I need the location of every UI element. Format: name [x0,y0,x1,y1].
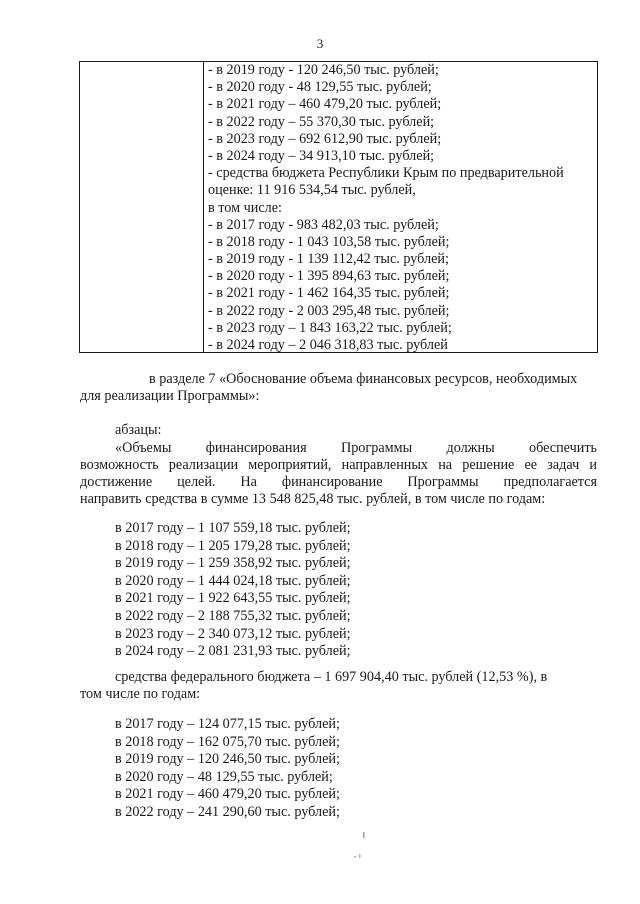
list-item: в 2018 году – 162 075,70 тыс. рублей; [115,733,340,750]
funding-table-right-cell [208,62,594,354]
total-by-year-list [115,520,351,661]
list-item: в 2019 году – 1 259 358,92 тыс. рублей; [115,555,351,572]
crimea-budget-line: - средства бюджета Республики Крым по предварительной [208,165,564,182]
list-item: - в 2021 году – 460 479,20 тыс. рублей; [208,96,442,113]
federal-by-year-list [115,716,340,822]
list-item: - в 2024 году – 34 913,10 тыс. рублей; [208,147,435,164]
list-item: - в 2017 году - 983 482,03 тыс. рублей; [208,216,439,233]
scan-speck-icon [345,828,375,868]
list-item: - в 2023 году – 692 612,90 тыс. рублей; [208,130,442,147]
list-item: в 2021 году – 1 922 643,55 тыс. рублей; [115,590,351,607]
funding-table [79,61,598,353]
list-item: - в 2018 году - 1 043 103,58 тыс. рублей; [208,233,450,250]
list-item: в 2020 году – 1 444 024,18 тыс. рублей; [115,572,351,589]
quote-line1: «Объемы финансирования Программы должны обеспечить [115,440,597,456]
list-item: - в 2020 году - 48 129,55 тыс. рублей; [208,79,432,96]
list-item: - в 2023 году – 1 843 163,22 тыс. рублей; [208,319,452,336]
list-item: в 2023 году – 2 340 073,12 тыс. рублей; [115,625,351,642]
list-item: - в 2024 году – 2 046 318,83 тыс. рублей [208,337,448,353]
quote-line4: направить средства в сумме 13 548 825,48 тыс. рублей, в том числе по годам: [80,491,546,507]
list-item: в 2020 году – 48 129,55 тыс. рублей; [115,768,333,785]
section-intro-line1: в разделе 7 «Обоснование объема финансовых ресурсов, необходимых [149,371,578,387]
list-item: в 2021 году – 460 479,20 тыс. рублей; [115,786,340,803]
paragraphs-label: абзацы: [115,422,162,438]
list-item: в 2019 году – 120 246,50 тыс. рублей; [115,751,340,768]
list-item: в 2018 году – 1 205 179,28 тыс. рублей; [115,537,351,554]
list-item: - в 2022 году – 55 370,30 тыс. рублей; [208,113,435,130]
list-item: - в 2021 году - 1 462 164,35 тыс. рублей; [208,285,450,302]
federal-budget-line1: средства федерального бюджета – 1 697 904,40 тыс. рублей (12,53 %), в [115,669,548,685]
list-item: - в 2022 году - 2 003 295,48 тыс. рублей; [208,302,450,319]
list-item: - в 2019 году - 1 139 112,42 тыс. рублей; [208,251,449,268]
section-intro-line2: для реализации Программы»: [80,388,260,404]
scan-artifact-mark [345,828,375,872]
list-item: в 2017 году – 124 077,15 тыс. рублей; [115,716,340,732]
quote-line2: возможность реализации мероприятий, направленных на решение ее задач и [80,457,597,473]
list-item: в 2022 году – 2 188 755,32 тыс. рублей; [115,607,351,624]
list-item: в 2022 году – 241 290,60 тыс. рублей; [115,803,340,820]
page-number: 3 [316,36,324,51]
list-item: - в 2019 году - 120 246,50 тыс. рублей; [208,62,439,78]
list-item: в 2024 году – 2 081 231,93 тыс. рублей; [115,643,351,660]
quote-line3: достижение целей. На финансирование Программы предполагается [80,474,597,490]
including-label: в том числе: [208,199,282,216]
table-column-divider [203,62,204,352]
list-item: - в 2020 году - 1 395 894,63 тыс. рублей; [208,268,450,285]
list-item: в 2017 году – 1 107 559,18 тыс. рублей; [115,520,351,536]
federal-budget-line2: том числе по годам: [80,686,201,702]
crimea-budget-total: оценке: 11 916 534,54 тыс. рублей, [208,182,416,199]
